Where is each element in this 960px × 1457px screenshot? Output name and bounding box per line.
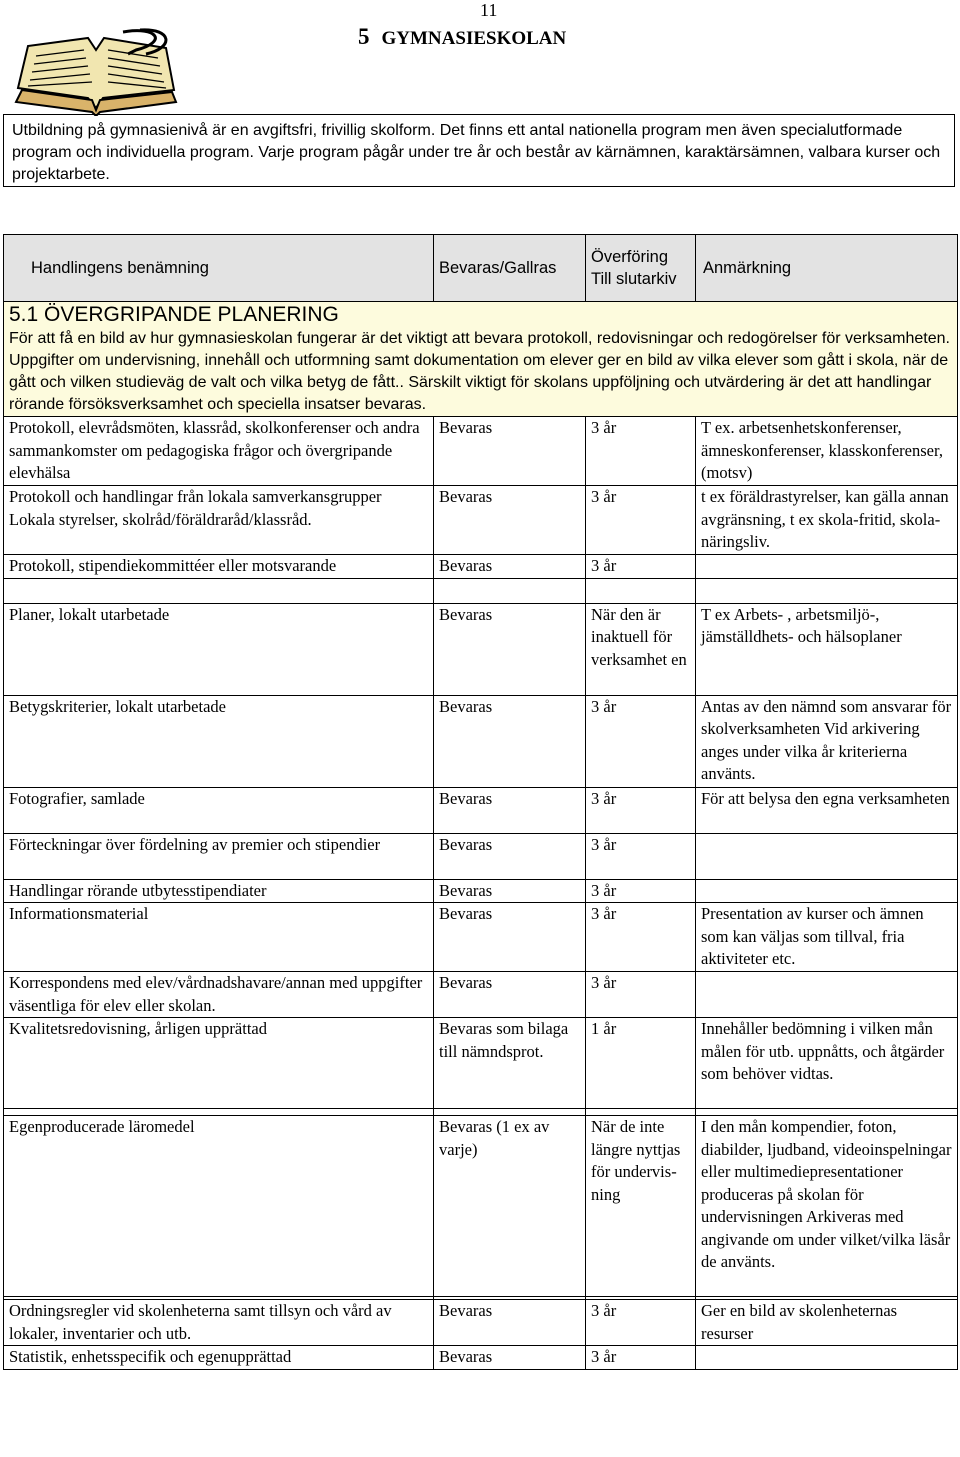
cell-action: Bevaras bbox=[434, 1346, 586, 1370]
cell-action: Bevaras bbox=[434, 417, 586, 486]
table-row bbox=[4, 903, 958, 972]
cell-transfer: 3 år bbox=[586, 1346, 696, 1370]
cell-action: Bevaras bbox=[434, 879, 586, 903]
spacer-cell bbox=[586, 1109, 696, 1116]
cell-name: Statistik, enhetsspecifik och egenupprättad bbox=[4, 1346, 434, 1370]
cell-name: Protokoll och handlingar från lokala samverkansgrupper Lokala styrelser, skolråd/föräldraråd/klassråd. bbox=[4, 486, 434, 555]
cell-action: Bevaras som bilaga till nämndsprot. bbox=[434, 1018, 586, 1109]
cell-transfer: 3 år bbox=[586, 1300, 696, 1346]
table-row bbox=[4, 787, 958, 833]
page-number: 11 bbox=[480, 0, 498, 20]
table-row bbox=[4, 833, 958, 879]
table-row bbox=[4, 603, 958, 695]
cell-transfer: När de inte längre nyttjas för undervis-ning bbox=[586, 1116, 696, 1297]
cell-note bbox=[696, 833, 958, 879]
cell-transfer: När den är inaktuell för verksamhet en bbox=[586, 603, 696, 695]
header-transfer: Överföring Till slutarkiv bbox=[586, 235, 696, 302]
cell-name: Kvalitetsredovisning, årligen upprättad bbox=[4, 1018, 434, 1109]
table-rows bbox=[4, 417, 958, 1370]
header-note: Anmärkning bbox=[696, 235, 958, 302]
section-cell bbox=[4, 302, 958, 417]
cell-transfer: 1 år bbox=[586, 1018, 696, 1109]
cell-transfer: 3 år bbox=[586, 417, 696, 486]
spacer-cell bbox=[434, 578, 586, 603]
cell-note bbox=[696, 972, 958, 1018]
table-row bbox=[4, 695, 958, 787]
cell-transfer: 3 år bbox=[586, 879, 696, 903]
cell-note: T ex. arbetsenhetskonferenser, ämneskonferenser, klasskonferenser, (motsv) bbox=[696, 417, 958, 486]
cell-action: Bevaras bbox=[434, 903, 586, 972]
cell-name: Förteckningar över fördelning av premier och stipendier bbox=[4, 833, 434, 879]
cell-name: Protokoll, stipendiekommittéer eller motsvarande bbox=[4, 555, 434, 579]
spacer-cell bbox=[696, 578, 958, 603]
cell-transfer: 3 år bbox=[586, 787, 696, 833]
cell-note: Innehåller bedömning i vilken mån målen för utb. uppnåtts, och åtgärder som behöver vidtas. bbox=[696, 1018, 958, 1109]
cell-action: Bevaras bbox=[434, 1300, 586, 1346]
table-header-row bbox=[4, 235, 958, 302]
spacer-cell bbox=[696, 1109, 958, 1116]
spacer-cell bbox=[434, 1109, 586, 1116]
cell-action: Bevaras bbox=[434, 555, 586, 579]
chapter-title bbox=[358, 24, 566, 50]
table-row bbox=[4, 417, 958, 486]
cell-transfer: 3 år bbox=[586, 555, 696, 579]
cell-transfer: 3 år bbox=[586, 972, 696, 1018]
cell-action: Bevaras bbox=[434, 603, 586, 695]
cell-name: Handlingar rörande utbytesstipendiater bbox=[4, 879, 434, 903]
chapter-name: GYMNASIESKOLAN bbox=[381, 28, 567, 49]
row-spacer bbox=[4, 578, 958, 603]
cell-action: Bevaras bbox=[434, 972, 586, 1018]
retention-table bbox=[3, 234, 958, 1370]
row-spacer bbox=[4, 1109, 958, 1116]
header-name: Handlingens benämning bbox=[4, 235, 434, 302]
spacer-cell bbox=[586, 578, 696, 603]
cell-name: Fotografier, samlade bbox=[4, 787, 434, 833]
header-action: Bevaras/Gallras bbox=[434, 235, 586, 302]
cell-note: Presentation av kurser och ämnen som kan väljas som tillval, fria aktiviteter etc. bbox=[696, 903, 958, 972]
cell-name: Informationsmaterial bbox=[4, 903, 434, 972]
spacer-cell bbox=[4, 1109, 434, 1116]
cell-note: I den mån kompendier, foton, diabilder, ljudband, videoinspelningar eller multimediepresentationer produceras på skolan för undervisningen Arkiveras med angivande om under vilket/vilka läsår de använts. bbox=[696, 1116, 958, 1297]
table-row bbox=[4, 555, 958, 579]
cell-action: Bevaras bbox=[434, 787, 586, 833]
cell-transfer: 3 år bbox=[586, 903, 696, 972]
cell-note bbox=[696, 555, 958, 579]
cell-name: Egenproducerade läromedel bbox=[4, 1116, 434, 1297]
cell-note bbox=[696, 1346, 958, 1370]
table-row bbox=[4, 1018, 958, 1109]
cell-transfer: 3 år bbox=[586, 695, 696, 787]
cell-note bbox=[696, 879, 958, 903]
table-row bbox=[4, 1300, 958, 1346]
table-row bbox=[4, 1346, 958, 1370]
cell-action: Bevaras bbox=[434, 695, 586, 787]
cell-transfer: 3 år bbox=[586, 486, 696, 555]
spacer-cell bbox=[4, 578, 434, 603]
chapter-number: 5 bbox=[358, 24, 370, 49]
open-book-icon bbox=[8, 28, 178, 116]
cell-action: Bevaras bbox=[434, 486, 586, 555]
cell-transfer: 3 år bbox=[586, 833, 696, 879]
cell-note: T ex Arbets- , arbetsmiljö-, jämställdhets- och hälsoplaner bbox=[696, 603, 958, 695]
cell-note: Antas av den nämnd som ansvarar för skolverksamheten Vid arkivering anges under vilka år kriterierna använts. bbox=[696, 695, 958, 787]
table-row bbox=[4, 879, 958, 903]
table-row bbox=[4, 972, 958, 1018]
cell-name: Betygskriterier, lokalt utarbetade bbox=[4, 695, 434, 787]
cell-note: För att belysa den egna verksamheten bbox=[696, 787, 958, 833]
cell-action: Bevaras bbox=[434, 833, 586, 879]
section-text: För att få en bild av hur gymnasieskolan fungerar är det viktigt att bevara protokoll, redovisningar och redogörelser för verksamheten. Uppgifter om undervisning, innehåll och utformning samt dokumentation om elever ger en bild av vilka elever som gått i skola, när de gått och vilken studieväg de valt och vilka betyg de fått.. Särskilt viktigt för skolans uppföljning och utvärdering är det att handlingar rörande försöksverksamhet och speciella insatser bevaras. bbox=[9, 330, 950, 413]
cell-name: Ordningsregler vid skolenheterna samt tillsyn och vård av lokaler, inventarier och utb. bbox=[4, 1300, 434, 1346]
cell-action: Bevaras (1 ex av varje) bbox=[434, 1116, 586, 1297]
table-row bbox=[4, 1116, 958, 1297]
cell-name: Protokoll, elevrådsmöten, klassråd, skolkonferenser och andra sammankomster om pedagogiska frågor och övergripande elevhälsa bbox=[4, 417, 434, 486]
section-heading: 5.1 ÖVERGRIPANDE PLANERING bbox=[9, 303, 339, 326]
cell-note: t ex föräldrastyrelser, kan gälla annan avgränsning, t ex skola-fritid, skola-näringsliv. bbox=[696, 486, 958, 555]
cell-name: Korrespondens med elev/vårdnadshavare/annan med uppgifter väsentliga för elev eller skolan. bbox=[4, 972, 434, 1018]
intro-text-box bbox=[3, 114, 955, 187]
cell-note: Ger en bild av skolenheternas resurser bbox=[696, 1300, 958, 1346]
intro-text: Utbildning på gymnasienivå är en avgiftsfri, frivillig skolform. Det finns ett antal nationella program men även specialutformade program och individuella program. Varje program pågår under tre år och består av kärnämnen, karaktärsämnen, valbara kurser och projektarbete. bbox=[12, 122, 941, 183]
section-row bbox=[4, 302, 958, 417]
cell-name: Planer, lokalt utarbetade bbox=[4, 603, 434, 695]
table-row bbox=[4, 486, 958, 555]
